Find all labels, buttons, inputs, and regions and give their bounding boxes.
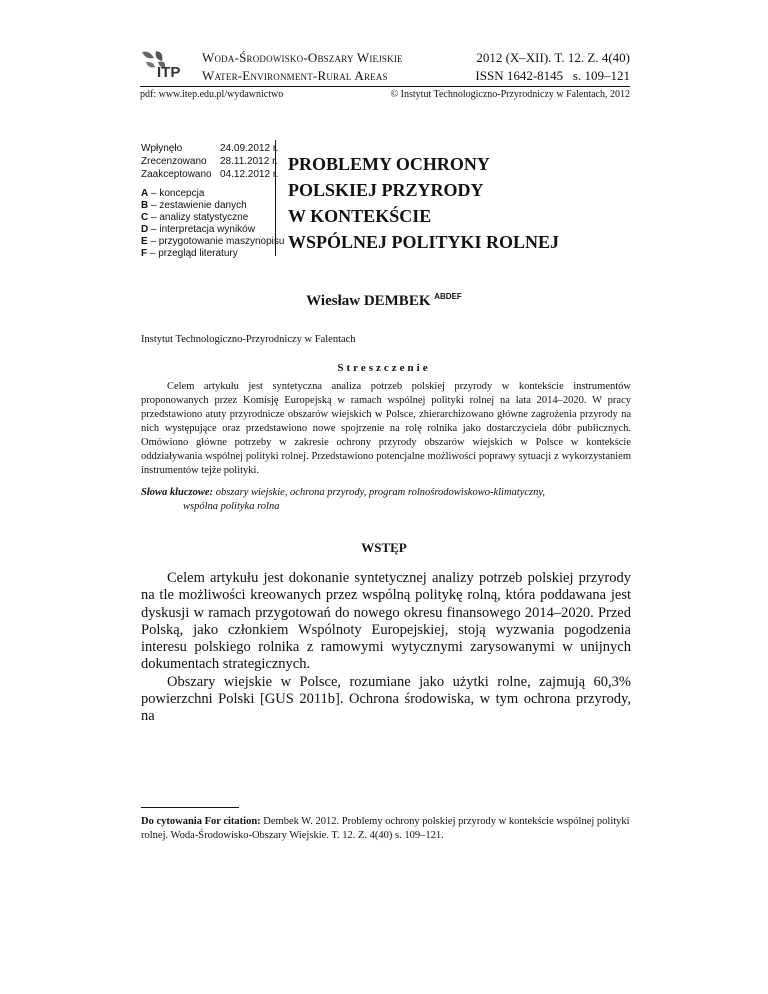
journal-name-pl: Woda-Środowisko-Obszary Wiejskie <box>202 50 403 65</box>
contribution-text: – zestawienie danych <box>151 200 247 211</box>
keywords-line1: obszary wiejskie, ochrona przyrody, program rolnośrodowiskowo-klimatyczny, <box>215 487 546 498</box>
body-text <box>141 570 631 726</box>
title-line: PROBLEMY OCHRONY <box>288 154 490 174</box>
header-rule <box>140 86 630 87</box>
author-name: Wiesław DEMBEK <box>306 293 431 309</box>
title-line: POLSKIEJ PRZYRODY <box>288 180 484 200</box>
abstract-text: Celem artykułu jest syntetyczna analiza potrzeb polskiej przyrody w kontekście instrumentów proponowanych przez Komisję Europejską w ramach wspólnej polityki rolnej na lata 2014–2020. W pracy przedstawiono atuty przyrodnicze obszarów wiejskich w Polsce, zhierarchizowano główne zagrożenia przyrody na nich występujące oraz przedstawiono nowe spojrzenie na rolę rolnika jako dostarczyciela dóbr publicznych. Omówiono główne potrzeby w zakresie ochrony przyrody obszarów wiejskich w Polsce w kontekście oddziaływania wspólnej polityki rolnej. Przedstawiono potencjalne możliwości poprawy sytuacji z wykorzystaniem instrumentów tejże polityki. <box>141 381 631 476</box>
contribution-text: – interpretacja wyników <box>151 224 255 235</box>
keywords-line2: wspólna polityka rolna <box>183 501 280 512</box>
logo-text: ITP <box>157 64 181 81</box>
contribution-e <box>141 236 284 248</box>
date-reviewed <box>141 155 278 168</box>
date-received <box>141 142 279 155</box>
citation-footnote <box>141 815 633 843</box>
affiliation: Instytut Technologiczno-Przyrodniczy w Falentach <box>141 334 356 345</box>
contribution-text: – przygotowanie maszynopisu <box>150 236 285 247</box>
contribution-text: – koncepcja <box>151 188 205 199</box>
contribution-code: D <box>141 224 149 235</box>
body-paragraph: Obszary wiejskie w Polsce, rozumiane jako użytki rolne, zajmują 60,3% powierzchni Polski [GUS 2011b]. Ochrona środowiska, w tym ochrona przyrody, na <box>141 673 631 725</box>
contribution-b <box>141 200 247 212</box>
contribution-text: – przegląd literatury <box>149 248 238 259</box>
date-label: Wpłynęło <box>141 143 183 154</box>
author-roles: ABDEF <box>434 292 462 301</box>
contribution-d <box>141 224 255 236</box>
date-value: 28.11.2012 r. <box>220 156 278 167</box>
vertical-divider <box>275 140 276 256</box>
footnote-rule <box>141 807 239 808</box>
section-heading: WSTĘP <box>361 540 407 555</box>
contribution-a <box>141 188 204 200</box>
date-accepted <box>141 168 279 181</box>
keywords-label: Słowa kluczowe: <box>141 487 214 498</box>
date-label: Zrecenzowano <box>141 156 207 167</box>
abstract-heading: Streszczenie <box>337 362 431 374</box>
contribution-code: A <box>141 188 149 199</box>
date-label: Zaakceptowano <box>141 169 212 180</box>
date-value: 24.09.2012 r. <box>220 143 279 154</box>
citation-label: Do cytowania For citation: <box>141 816 261 827</box>
title-line: WSPÓLNEJ POLITYKI ROLNEJ <box>288 232 560 252</box>
contribution-code: B <box>141 200 149 211</box>
article-title <box>288 151 559 255</box>
contribution-code: C <box>141 212 149 223</box>
issn-pages: ISSN 1642-8145 s. 109–121 <box>475 68 630 83</box>
contribution-c <box>141 212 248 224</box>
pdf-url: pdf: www.itep.edu.pl/wydawnictwo <box>140 89 284 100</box>
journal-name-en: Water-Environment-Rural Areas <box>202 68 388 83</box>
issue-info: 2012 (X–XII). T. 12. Z. 4(40) <box>476 50 630 65</box>
author <box>0 292 768 310</box>
contribution-f <box>141 248 238 260</box>
contribution-code: E <box>141 236 148 247</box>
keywords <box>141 486 631 514</box>
title-line: W KONTEKŚCIE <box>288 206 432 226</box>
itp-logo <box>140 50 196 82</box>
copyright: © Instytut Technologiczno-Przyrodniczy w Falentach, 2012 <box>390 89 630 100</box>
body-paragraph: Celem artykułu jest dokonanie syntetycznej analizy potrzeb polskiej przyrody na tle możliwości kreowanych przez wspólną politykę rolną, która poddawana jest dyskusji w ramach przygotowań do nowego okresu finansowego 2014–2020. Przed Polską, jako członkiem Wspólnoty Europejskiej, stoją wyzwania pogodzenia interesu polskiego rolnika z ramowymi wytycznymi zarysowanymi w unijnych dokumentach strategicznych. <box>141 570 631 673</box>
citation-text: Dembek W. 2012. Problemy ochrony polskiej przyrody w kontekście wspólnej polityki rolnej. Woda-Środowisko-Obszary Wiejskie. T. 12. Z. 4(40) s. 109–121. <box>141 816 630 841</box>
contribution-text: – analizy statystyczne <box>151 212 249 223</box>
contribution-code: F <box>141 248 148 259</box>
date-value: 04.12.2012 r. <box>220 169 279 180</box>
